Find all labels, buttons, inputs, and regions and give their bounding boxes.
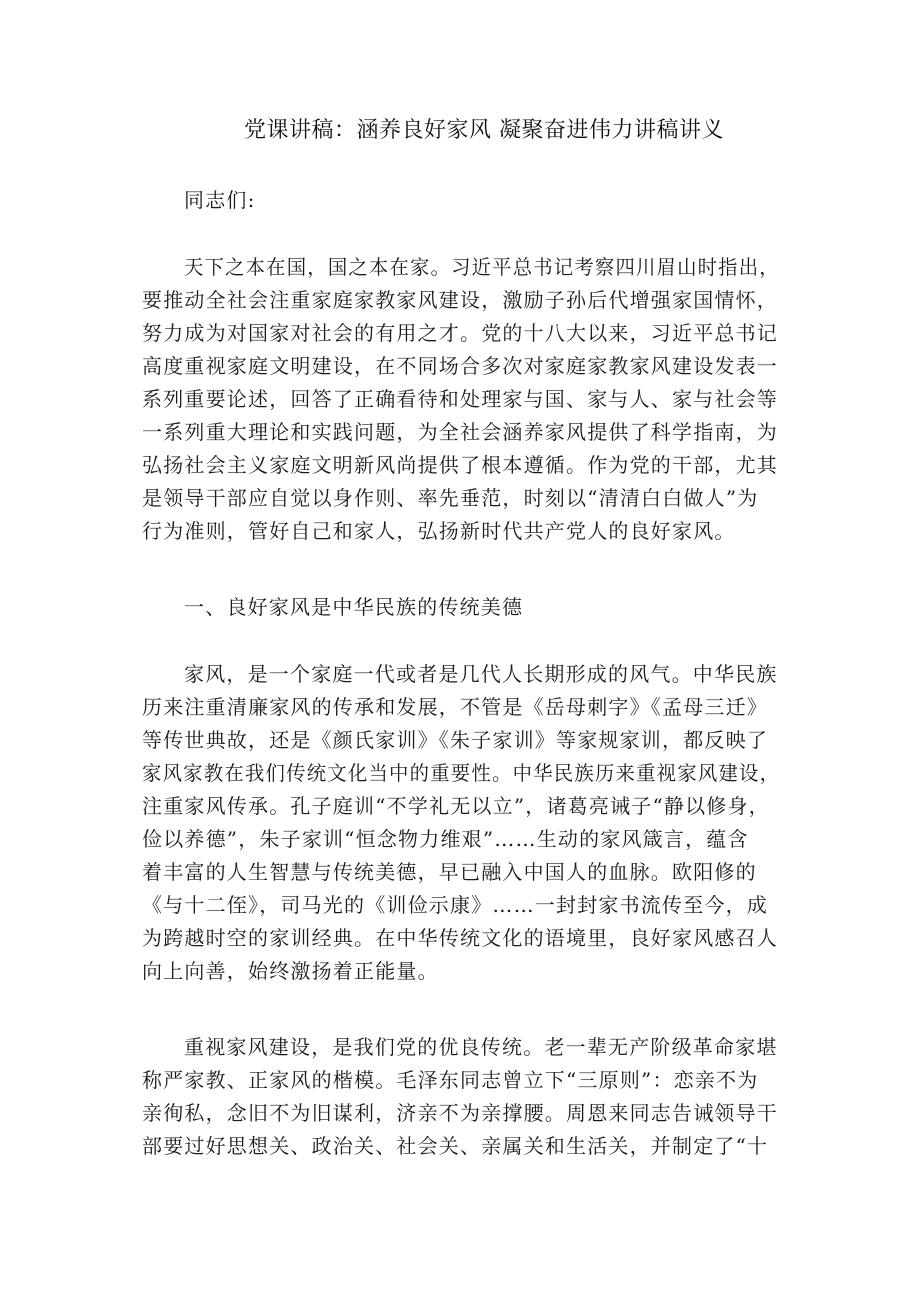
paragraph-2-line: 为跨越时空的家训经典。在中华传统文化的语境里，良好家风感召人 bbox=[142, 926, 778, 950]
paragraph-2-line: 向上向善，始终激扬着正能量。 bbox=[142, 959, 439, 983]
paragraph-1-line: 弘扬社会主义家庭文明新风尚提供了根本遵循。作为党的干部，尤其 bbox=[142, 453, 778, 477]
paragraph-1-line: 是领导干部应自觉以身作则、率先垂范，时刻以“清清白白做人”为 bbox=[142, 486, 759, 510]
paragraph-1-line: 天下之本在国，国之本在家。习近平总书记考察四川眉山时指出， bbox=[184, 255, 780, 279]
paragraph-1-line: 要推动全社会注重家庭家教家风建设，激励子孙后代增强家国情怀， bbox=[142, 288, 778, 312]
paragraph-2-line: 家风，是一个家庭一代或者是几代人长期形成的风气。中华民族 bbox=[184, 662, 778, 686]
paragraph-2-line: 俭以养德”，朱子家训“恒念物力维艰”……生动的家风箴言，蕴含 bbox=[142, 827, 749, 851]
paragraph-1-line: 一系列重大理论和实践问题，为全社会涵养家风提供了科学指南，为 bbox=[142, 420, 778, 444]
paragraph-3-line: 部要过好思想关、政治关、社会关、亲属关和生活关，并制定了“十 bbox=[142, 1134, 769, 1158]
paragraph-3-line: 称严家教、正家风的楷模。毛泽东同志曾立下“三原则”：恋亲不为 bbox=[142, 1068, 759, 1092]
document-title: 党课讲稿：涵养良好家风 凝聚奋进伟力讲稿讲义 bbox=[244, 118, 724, 143]
section-heading: 一、良好家风是中华民族的传统美德 bbox=[184, 595, 524, 619]
paragraph-2-line: 注重家风传承。孔子庭训“不学礼无以立”，诸葛亮诫子“静以修身， bbox=[142, 794, 770, 818]
paragraph-1-line: 努力成为对国家对社会的有用之才。党的十八大以来，习近平总书记 bbox=[142, 321, 778, 345]
paragraph-1-line: 系列重要论述，回答了正确看待和处理家与国、家与人、家与社会等 bbox=[142, 387, 778, 411]
paragraph-3-line: 重视家风建设，是我们党的优良传统。老一辈无产阶级革命家堪 bbox=[184, 1035, 778, 1059]
paragraph-2-line: 《与十二侄》，司马光的《训俭示康》……一封封家书流传至今，成 bbox=[142, 893, 768, 917]
paragraph-3-line: 亲徇私，念旧不为旧谋利，济亲不为亲撑腰。周恩来同志告诫领导干 bbox=[142, 1101, 778, 1125]
paragraph-1-line: 行为准则，管好自己和家人，弘扬新时代共产党人的良好家风。 bbox=[142, 519, 736, 543]
paragraph-2-line: 历来注重清廉家风的传承和发展，不管是《岳母刺字》《孟母三迁》 bbox=[142, 695, 768, 719]
paragraph-1-line: 高度重视家庭文明建设，在不同场合多次对家庭家教家风建设发表一 bbox=[142, 354, 778, 378]
paragraph-2-line: 家风家教在我们传统文化当中的重要性。中华民族历来重视家风建设， bbox=[142, 761, 781, 785]
paragraph-2-line: 着丰富的人生智慧与传统美德，早已融入中国人的血脉。欧阳修的 bbox=[142, 860, 757, 884]
paragraph-2-line: 等传世典故，还是《颜氏家训》《朱子家训》等家规家训，都反映了 bbox=[142, 728, 768, 752]
greeting: 同志们: bbox=[184, 188, 256, 212]
